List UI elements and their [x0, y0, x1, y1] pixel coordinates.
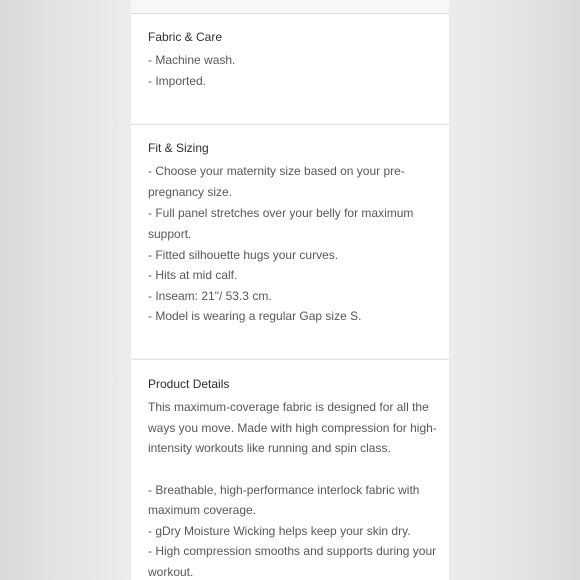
section-title-fabric-care: Fabric & Care — [148, 30, 223, 44]
product-details-line: - gDry Moisture Wicking helps keep your skin dry. — [148, 524, 411, 538]
product-details-line: ways you move. Made with high compression for high- — [148, 421, 437, 435]
section-product-details — [131, 360, 449, 580]
section-fit-sizing — [131, 125, 449, 358]
fabric-care-line: - Imported. — [148, 74, 207, 88]
product-details-line: - Breathable, high-performance interlock fabric with — [148, 483, 420, 497]
section-title-fit-sizing: Fit & Sizing — [148, 141, 209, 155]
section-fabric-care — [131, 14, 449, 123]
product-details-line: This maximum-coverage fabric is designed for all the — [148, 400, 429, 414]
fabric-care-line: - Machine wash. — [148, 53, 236, 67]
fit-sizing-line: pregnancy size. — [148, 185, 233, 199]
product-info-panel — [131, 0, 449, 580]
top-edge — [131, 0, 449, 14]
product-details-line: intensity workouts like running and spin class. — [148, 441, 391, 455]
fit-sizing-line: - Inseam: 21"/ 53.3 cm. — [148, 289, 272, 303]
fit-sizing-line: - Hits at mid calf. — [148, 268, 238, 282]
fit-sizing-line: - Choose your maternity size based on your pre- — [148, 164, 405, 178]
product-details-line: workout. — [148, 565, 194, 579]
fit-sizing-line: support. — [148, 227, 192, 241]
section-title-product-details: Product Details — [148, 377, 230, 391]
fit-sizing-line: - Full panel stretches over your belly for maximum — [148, 206, 414, 220]
fit-sizing-line: - Model is wearing a regular Gap size S. — [148, 309, 362, 323]
fit-sizing-line: - Fitted silhouette hugs your curves. — [148, 248, 339, 262]
product-details-line: maximum coverage. — [148, 503, 257, 517]
product-details-line: - High compression smooths and supports during your — [148, 544, 437, 558]
